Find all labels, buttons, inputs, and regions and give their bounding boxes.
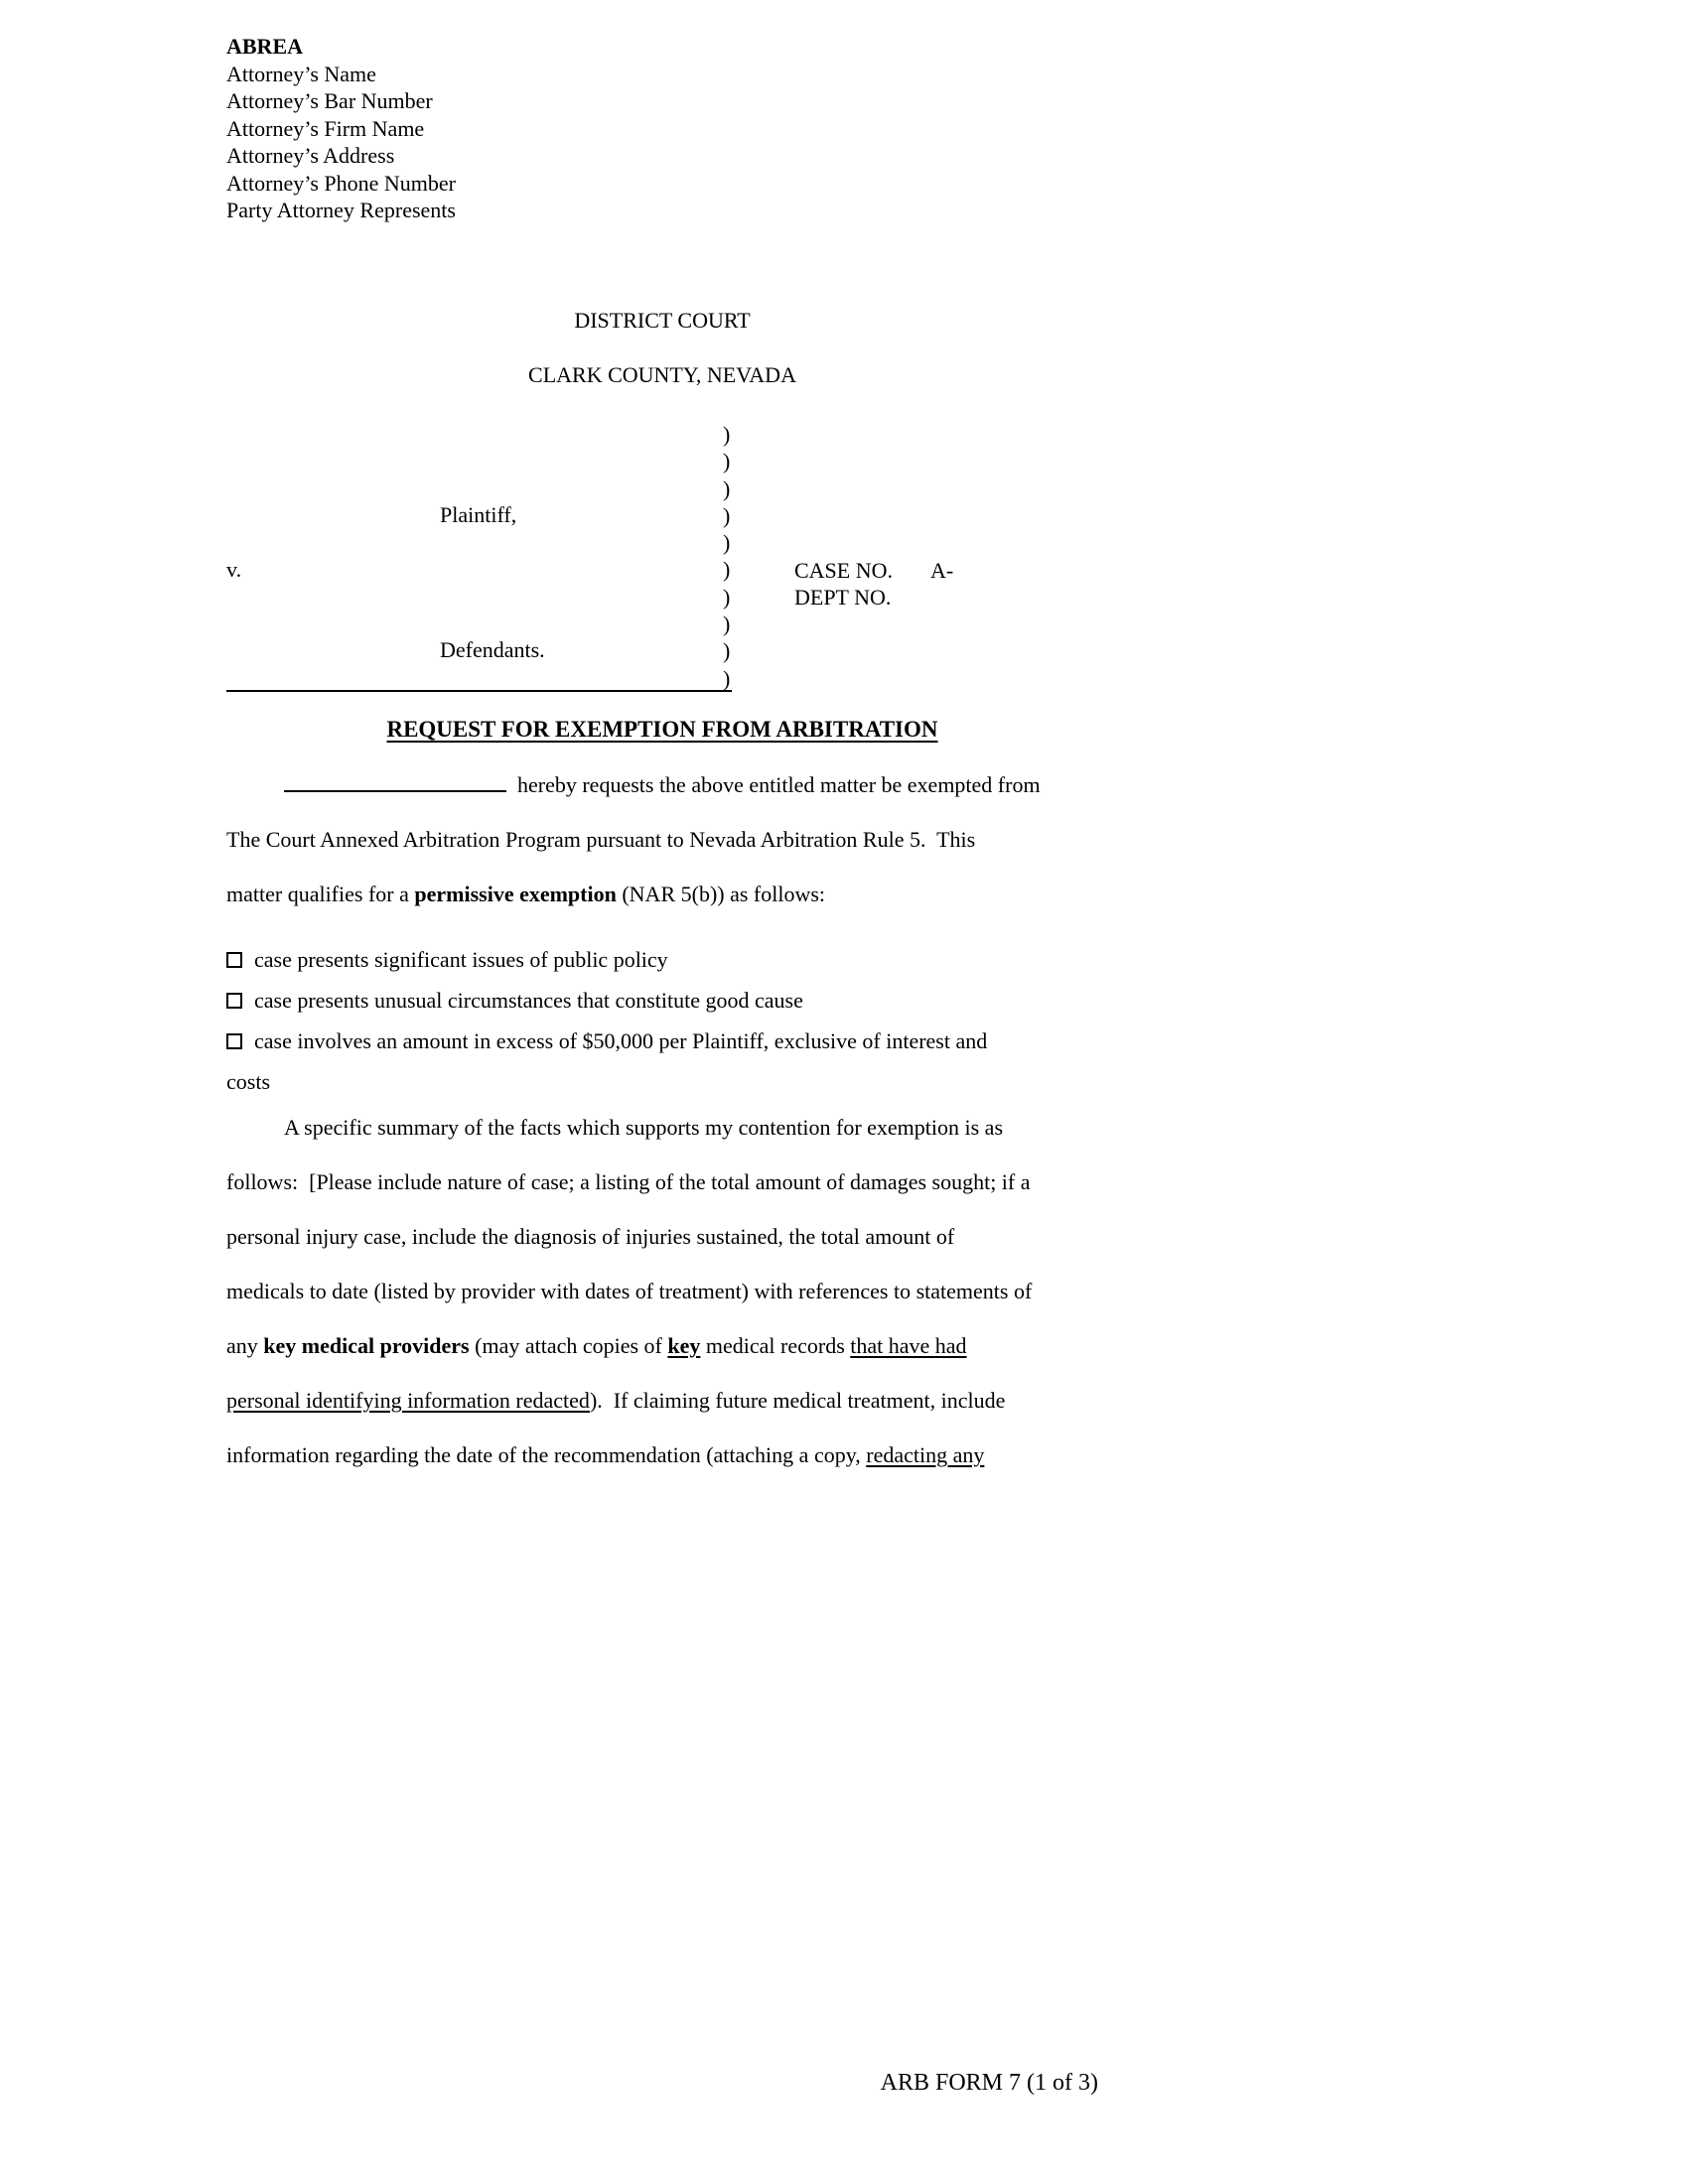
- text-line: [226, 867, 1140, 921]
- attorney-info-line: Attorney’s Bar Number: [226, 88, 433, 113]
- versus-label: v.: [226, 557, 242, 582]
- text-segment: personal injury case, include the diagnosis of injuries sustained, the total amount of: [226, 1224, 955, 1249]
- text-segment: personal identifying information redacted: [226, 1388, 590, 1413]
- caption-paren: ): [723, 584, 731, 610]
- case-number-line: [794, 557, 953, 584]
- text-segment: (may attach copies of: [469, 1333, 668, 1358]
- text-line: [226, 1209, 1140, 1264]
- caption-paren: ): [723, 422, 731, 447]
- checkbox-label: case presents significant issues of public policy: [254, 947, 668, 972]
- text-segment: The Court Annexed Arbitration Program pursuant to Nevada Arbitration Rule 5. This: [226, 827, 976, 852]
- caption-paren: ): [723, 449, 731, 475]
- text-segment: matter qualifies for a: [226, 882, 415, 906]
- checkbox[interactable]: [226, 993, 242, 1009]
- summary-paragraph: [226, 1100, 1140, 1482]
- text-line: [226, 1155, 1140, 1209]
- fill-in-blank[interactable]: [284, 770, 506, 792]
- attorney-info-line: Party Attorney Represents: [226, 198, 456, 222]
- caption-paren: ): [723, 530, 731, 556]
- text-line: [226, 1061, 1140, 1102]
- text-segment: medical records: [700, 1333, 851, 1358]
- text-segment: information regarding the date of the recommendation (attaching a copy,: [226, 1442, 867, 1467]
- text-line: [226, 1264, 1140, 1318]
- attorney-info-line: Attorney’s Phone Number: [226, 170, 456, 196]
- text-segment: medicals to date (listed by provider with dates of treatment) with references to statements of: [226, 1279, 1033, 1303]
- text-segment: hereby requests the above entitled matter be exempted from: [506, 772, 1041, 797]
- opening-paragraph: [226, 757, 1140, 921]
- attorney-info-block: [226, 33, 456, 224]
- checkbox[interactable]: [226, 952, 242, 968]
- case-no-label: CASE NO.: [794, 558, 894, 583]
- caption-paren: ): [723, 476, 731, 501]
- text-line: [226, 1318, 1140, 1373]
- caption-paren-column: [723, 421, 730, 692]
- document-title: REQUEST FOR EXEMPTION FROM ARBITRATION: [386, 717, 938, 742]
- dept-no-label: DEPT NO.: [794, 585, 892, 611]
- exemption-options-list: [226, 939, 1140, 1102]
- caption-paren: ): [723, 638, 731, 664]
- court-name: DISTRICT COURT: [574, 308, 751, 333]
- attorney-info-line: ABREA: [226, 34, 304, 59]
- text-line: [226, 1373, 1140, 1428]
- plaintiff-label: Plaintiff,: [440, 502, 517, 527]
- text-segment: ). If claiming future medical treatment, include: [589, 1388, 1006, 1413]
- checkbox-label: costs: [226, 1069, 270, 1094]
- checkbox[interactable]: [226, 1033, 242, 1049]
- case-no-value[interactable]: A-: [930, 558, 954, 583]
- case-info: [794, 557, 953, 612]
- text-segment: key medical providers: [263, 1333, 470, 1358]
- exemption-option: [226, 980, 1140, 1021]
- text-segment: permissive exemption: [414, 882, 617, 906]
- form-footer-label: ARB FORM 7 (1 of 3): [880, 2070, 1098, 2096]
- caption-underline: [226, 690, 732, 692]
- checkbox-label: case involves an amount in excess of $50,000 per Plaintiff, exclusive of interest and: [254, 1028, 988, 1053]
- text-line: [226, 812, 1140, 867]
- caption-paren: ): [723, 502, 731, 528]
- attorney-info-line: Attorney’s Firm Name: [226, 115, 425, 141]
- exemption-option: [226, 1021, 1140, 1102]
- text-segment: any: [226, 1333, 264, 1358]
- text-line: [226, 757, 1140, 812]
- text-line: [226, 1428, 1140, 1482]
- caption-paren: ): [723, 557, 731, 583]
- text-line: [226, 1100, 1140, 1155]
- caption-paren: ): [723, 612, 731, 637]
- text-segment: key: [667, 1333, 701, 1358]
- exemption-option: [226, 939, 1140, 980]
- attorney-info-line: Attorney’s Name: [226, 61, 376, 86]
- text-segment: redacting any: [866, 1442, 985, 1467]
- attorney-info-line: Attorney’s Address: [226, 143, 395, 168]
- caption-paren: ): [723, 665, 731, 691]
- court-jurisdiction: CLARK COUNTY, NEVADA: [528, 362, 796, 387]
- text-segment: A specific summary of the facts which supports my contention for exemption is as: [284, 1115, 1004, 1140]
- text-segment: that have had: [850, 1333, 967, 1358]
- text-line: [226, 1021, 1140, 1061]
- text-line: [226, 980, 1140, 1021]
- text-line: [226, 939, 1140, 980]
- text-segment: follows: [Please include nature of case; a listing of the total amount of damages sought; if a: [226, 1169, 1031, 1194]
- case-caption: [226, 421, 1098, 692]
- checkbox-label: case presents unusual circumstances that constitute good cause: [254, 988, 803, 1013]
- text-segment: (NAR 5(b)) as follows:: [616, 882, 826, 906]
- defendants-label: Defendants.: [440, 637, 545, 662]
